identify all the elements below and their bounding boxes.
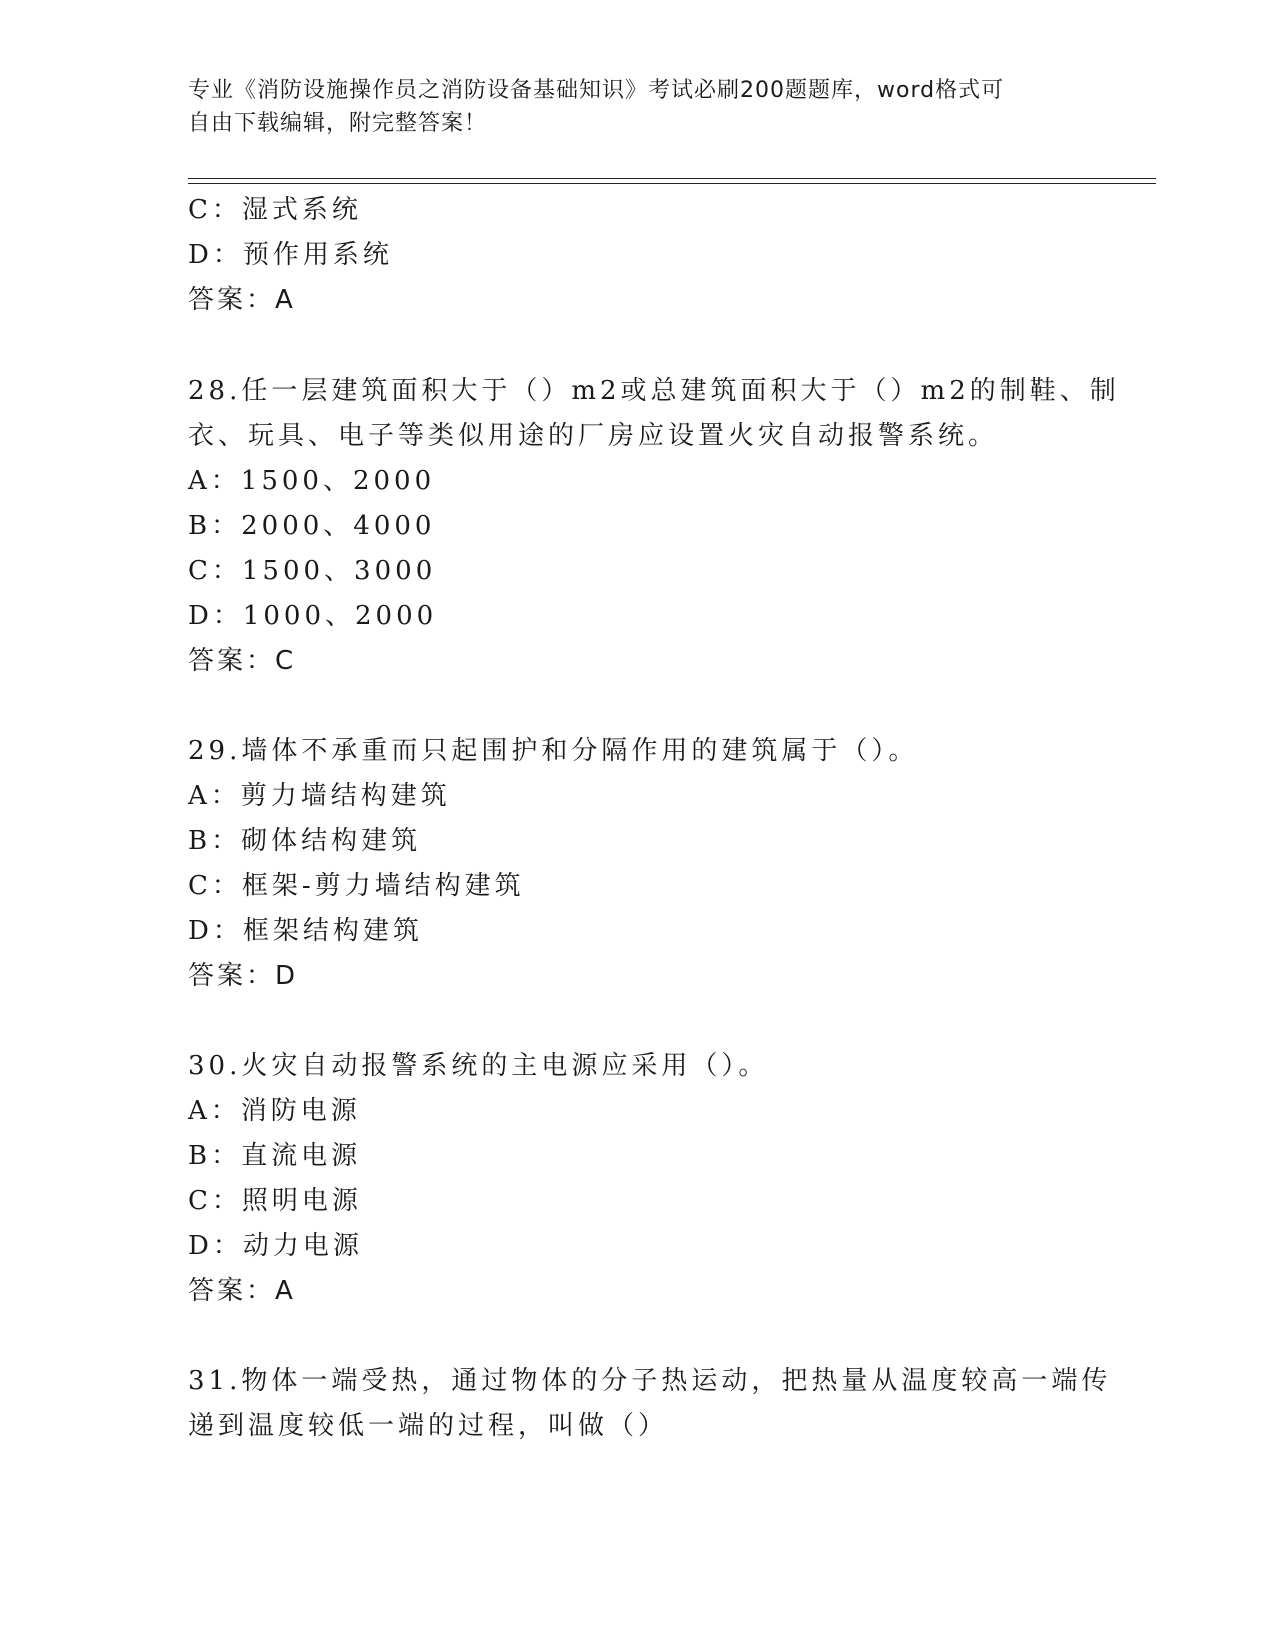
q31-stem-line-2: 递到温度较低一端的过程，叫做（）	[188, 1411, 669, 1441]
q29-option-c: C：框架-剪力墙结构建筑	[188, 871, 525, 901]
q29-option-a: A：剪力墙结构建筑	[188, 781, 451, 811]
q28-answer: 答案：C	[188, 646, 297, 676]
q30-option-b: B：直流电源	[188, 1141, 362, 1171]
q31-stem-line-1: 31.物体一端受热，通过物体的分子热运动，把热量从温度较高一端传	[188, 1366, 1112, 1396]
document-header	[188, 74, 1088, 140]
q29-stem: 29.墙体不承重而只起围护和分隔作用的建筑属于（）。	[188, 736, 919, 766]
q30-answer: 答案：A	[188, 1276, 296, 1306]
q28-stem-line-2: 衣、玩具、电子等类似用途的厂房应设置火灾自动报警系统。	[188, 421, 999, 451]
header-line-1: 专业《消防设施操作员之消防设备基础知识》考试必刷200题题库，word格式可	[188, 78, 1005, 103]
header-line-2: 自由下载编辑，附完整答案！	[188, 111, 488, 136]
q28-stem-line-1: 28.任一层建筑面积大于（）m2或总建筑面积大于（）m2的制鞋、制	[188, 376, 1120, 406]
q30-option-c: C：照明电源	[188, 1186, 362, 1216]
q28-option-d: D：1000、2000	[188, 601, 438, 631]
q30-stem: 30.火灾自动报警系统的主电源应采用（）。	[188, 1051, 769, 1081]
q28-option-c: C：1500、3000	[188, 556, 437, 586]
q29-option-b: B：砌体结构建筑	[188, 826, 422, 856]
q30-option-a: A：消防电源	[188, 1096, 361, 1126]
q30-option-d: D：动力电源	[188, 1231, 363, 1261]
q28-option-b: B：2000、4000	[188, 511, 436, 541]
prev-question-option-c: C：湿式系统	[188, 195, 362, 225]
q29-answer: 答案：D	[188, 961, 299, 991]
header-double-rule	[188, 178, 1156, 184]
q29-option-d: D：框架结构建筑	[188, 916, 423, 946]
q28-option-a: A：1500、2000	[188, 466, 436, 496]
prev-question-answer: 答案：A	[188, 285, 296, 315]
prev-question-option-d: D：预作用系统	[188, 240, 393, 270]
